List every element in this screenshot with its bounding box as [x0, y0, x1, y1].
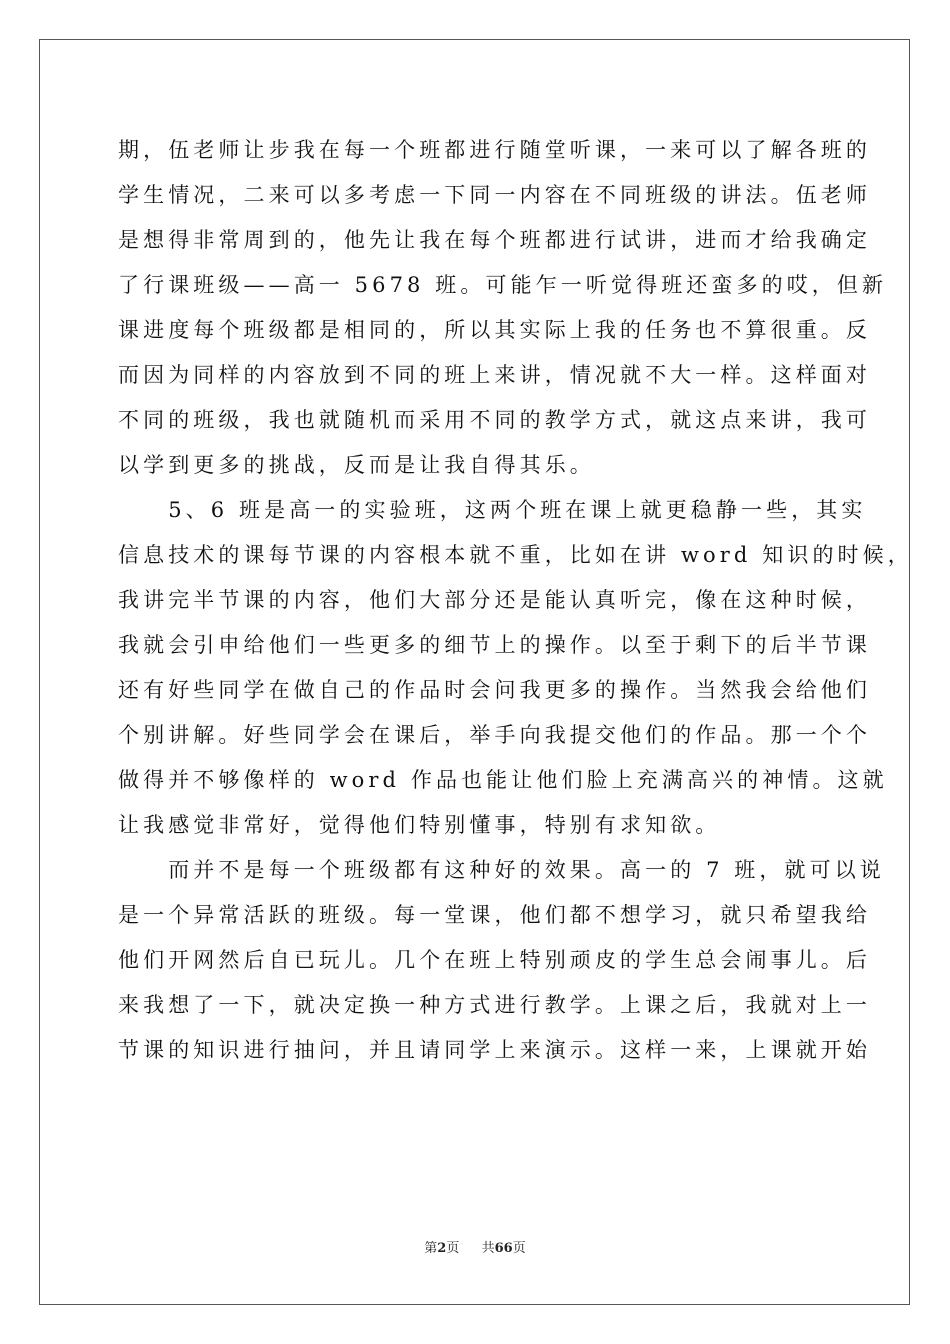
text-line: 做得并不够像样的 word 作品也能让他们脸上充满高兴的神情。这就: [118, 768, 888, 792]
text-line: 是想得非常周到的，他先让我在每个班都进行试讲，进而才给我确定: [118, 228, 871, 252]
text-line: 而并不是每一个班级都有这种好的效果。高一的 7 班，就可以说: [118, 858, 885, 882]
text-line: 我讲完半节课的内容，他们大部分还是能认真听完，像在这种时候，: [118, 588, 871, 612]
page-suffix: 页: [446, 1241, 460, 1256]
text-line: 5、6 班是高一的实验班，这两个班在课上就更稳静一些，其实: [118, 498, 867, 522]
text-line: 我就会引申给他们一些更多的细节上的操作。以至于剩下的后半节课: [118, 633, 871, 657]
text-line: 他们开网然后自已玩儿。几个在班上特别顽皮的学生总会闹事儿。后: [118, 948, 871, 972]
document-body: [118, 128, 913, 1073]
text-line: 信息技术的课每节课的内容根本就不重，比如在讲 word 知识的时候，: [118, 543, 913, 567]
text-line: 而因为同样的内容放到不同的班上来讲，情况就不大一样。这样面对: [118, 363, 871, 387]
text-line: 是一个异常活跃的班级。每一堂课，他们都不想学习，就只希望我给: [118, 903, 871, 927]
text-line: 节课的知识进行抽问，并且请同学上来演示。这样一来，上课就开始: [118, 1038, 871, 1062]
text-line: 来我想了一下，就决定换一种方式进行教学。上课之后，我就对上一: [118, 993, 871, 1017]
text-line: 课进度每个班级都是相同的，所以其实际上我的任务也不算很重。反: [118, 318, 871, 342]
total-pages: 66: [494, 1241, 513, 1256]
page-number: 2: [437, 1241, 447, 1256]
text-line: 了行课班级——高一 5678 班。可能乍一听觉得班还蛮多的哎，但新: [118, 273, 888, 297]
text-line: 还有好些同学在做自己的作品时会问我更多的操作。当然我会给他们: [118, 678, 871, 702]
page-footer: [0, 1241, 950, 1257]
text-line: 学生情况，二来可以多考虑一下同一内容在不同班级的讲法。伍老师: [118, 183, 871, 207]
total-prefix: 共: [481, 1241, 495, 1256]
page-prefix: 第: [424, 1241, 438, 1256]
text-line: 让我感觉非常好，觉得他们特别懂事，特别有求知欲。: [118, 813, 721, 837]
text-line: 不同的班级，我也就随机而采用不同的教学方式，就这点来讲，我可: [118, 408, 871, 432]
text-line: 个别讲解。好些同学会在课后，举手向我提交他们的作品。那一个个: [118, 723, 871, 747]
text-line: 期，伍老师让步我在每一个班都进行随堂听课，一来可以了解各班的: [118, 138, 871, 162]
total-suffix: 页: [512, 1241, 526, 1256]
text-line: 以学到更多的挑战，反而是让我自得其乐。: [118, 453, 595, 477]
